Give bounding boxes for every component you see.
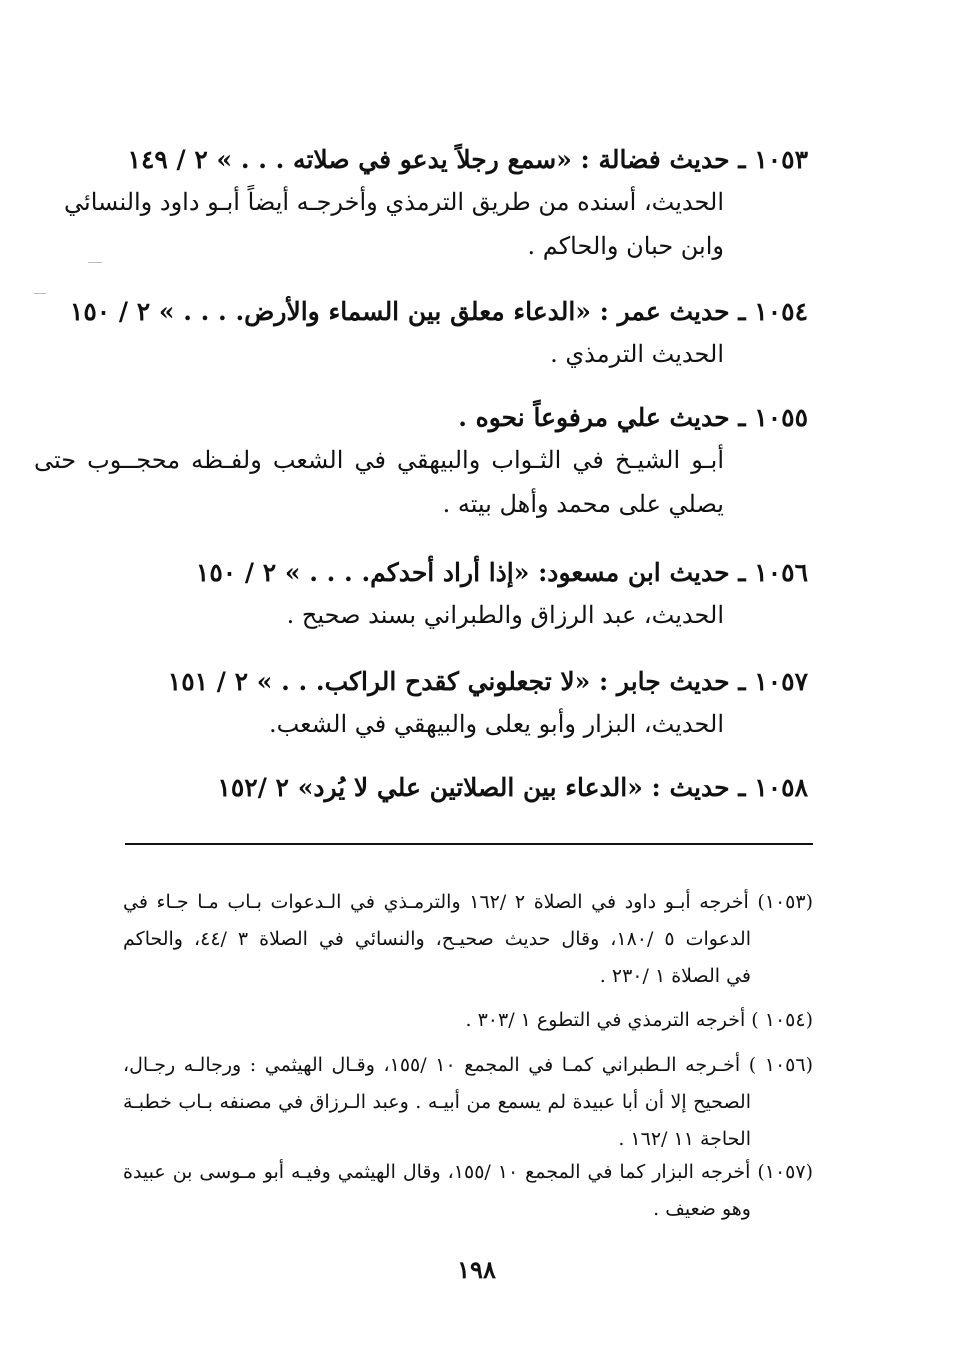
footnote-line: الصحيح إلا أن أبا عبيدة لم يسمع من أبيـه . وعبد الـرزاق في مصنفه بـاب خطبـة bbox=[123, 1091, 751, 1113]
footnote-1053 bbox=[123, 884, 813, 995]
entry-heading: ١٠٥٦ ـ حديث ابن مسعود: «إذا أراد أحدكم. . . . » ٢ / ١٥٠ bbox=[195, 558, 808, 587]
entry-line: أبـو الشيـخ في الثـواب والبيهقي في الشعب ولفـظه محجــوب حتى bbox=[34, 446, 724, 474]
entry-line: يصلي على محمد وأهل بيته . bbox=[442, 490, 724, 518]
entry-heading: ١٠٥٥ ـ حديث علي مرفوعاً نحوه . bbox=[458, 403, 808, 432]
entry-body bbox=[34, 438, 808, 526]
margin-mark bbox=[88, 262, 102, 263]
entry-line: وابن حبان والحاكم . bbox=[527, 232, 724, 260]
footnote-line: (١٠٥٤ ) أخرجه الترمذي في التطوع ١ /٣٠٣ . bbox=[465, 1009, 813, 1031]
entry-line: الحديث، عبد الرزاق والطبراني بسند صحيح . bbox=[286, 601, 724, 629]
footnote-line: في الصلاة ١ /٢٣٠ . bbox=[599, 965, 751, 987]
entry-body bbox=[138, 332, 724, 376]
entry-heading: ١٠٥٤ ـ حديث عمر : «الدعاء معلق بين السماء والأرض. . . . » ٢ / ١٥٠ bbox=[69, 297, 808, 326]
entry-body bbox=[64, 180, 724, 268]
entry-heading: ١٠٥٨ ـ حديث : «الدعاء بين الصلاتين علي لا يُرد» ٢ /١٥٢ bbox=[217, 773, 808, 802]
entry-line: الحديث، البزار وأبو يعلى والبيهقي في الشعب. bbox=[268, 710, 724, 738]
footnote-line: (١٠٥٧) أخرجه البزار كما في المجمع ١٠ /١٥٥، وقال الهيثمي وفيـه أبو مـوسى بن عبيدة bbox=[123, 1161, 813, 1183]
footnote-line: الدعوات ٥ /١٨٠، وقال حديث صحيـح، والنسائي في الصلاة ٣ /٤٤، والحاكم bbox=[123, 928, 751, 950]
entry-1057 bbox=[138, 662, 808, 746]
entry-heading: ١٠٥٧ ـ حديث جابر : «لا تجعلوني كقدح الراكب. . . » ٢ / ١٥١ bbox=[167, 667, 808, 696]
footnote-separator bbox=[125, 843, 813, 845]
footnote-1057 bbox=[123, 1154, 813, 1228]
footnote-line: (١٠٥٣) أخرجه أبـو داود في الصلاة ٢ /١٦٢ والترمـذي في الـدعوات بـاب مـا جـاء في bbox=[123, 891, 813, 913]
page-number: ١٩٨ bbox=[457, 1255, 496, 1284]
entry-1058 bbox=[138, 768, 808, 808]
entry-1055 bbox=[34, 398, 808, 526]
footnote-line: الحاجة ١١ /١٦٢ . bbox=[618, 1128, 751, 1150]
entry-1053 bbox=[64, 140, 808, 268]
footnote-line: (١٠٥٦ ) أخـرجه الـطبراني كمـا في المجمع ١٠ /١٥٥، وقـال الهيثمي : ورجالـه رجـال، bbox=[123, 1054, 813, 1076]
entry-line: الحديث، أسنده من طريق الترمذي وأخرجـه أيضاً أبـو داود والنسائي bbox=[64, 188, 724, 216]
footnote-1056 bbox=[123, 1047, 813, 1158]
entry-heading: ١٠٥٣ ـ حديث فضالة : «سمع رجلاً يدعو في صلاته . . . » ٢ / ١٤٩ bbox=[127, 145, 808, 174]
margin-mark bbox=[34, 293, 46, 294]
entry-line: الحديث الترمذي . bbox=[550, 340, 724, 368]
entry-body bbox=[138, 702, 724, 746]
entry-1056 bbox=[138, 553, 808, 637]
footnote-1054 bbox=[123, 1002, 813, 1039]
entry-1054 bbox=[69, 292, 808, 376]
entry-body bbox=[138, 593, 724, 637]
footnote-line: وهو ضعيف . bbox=[653, 1198, 751, 1220]
